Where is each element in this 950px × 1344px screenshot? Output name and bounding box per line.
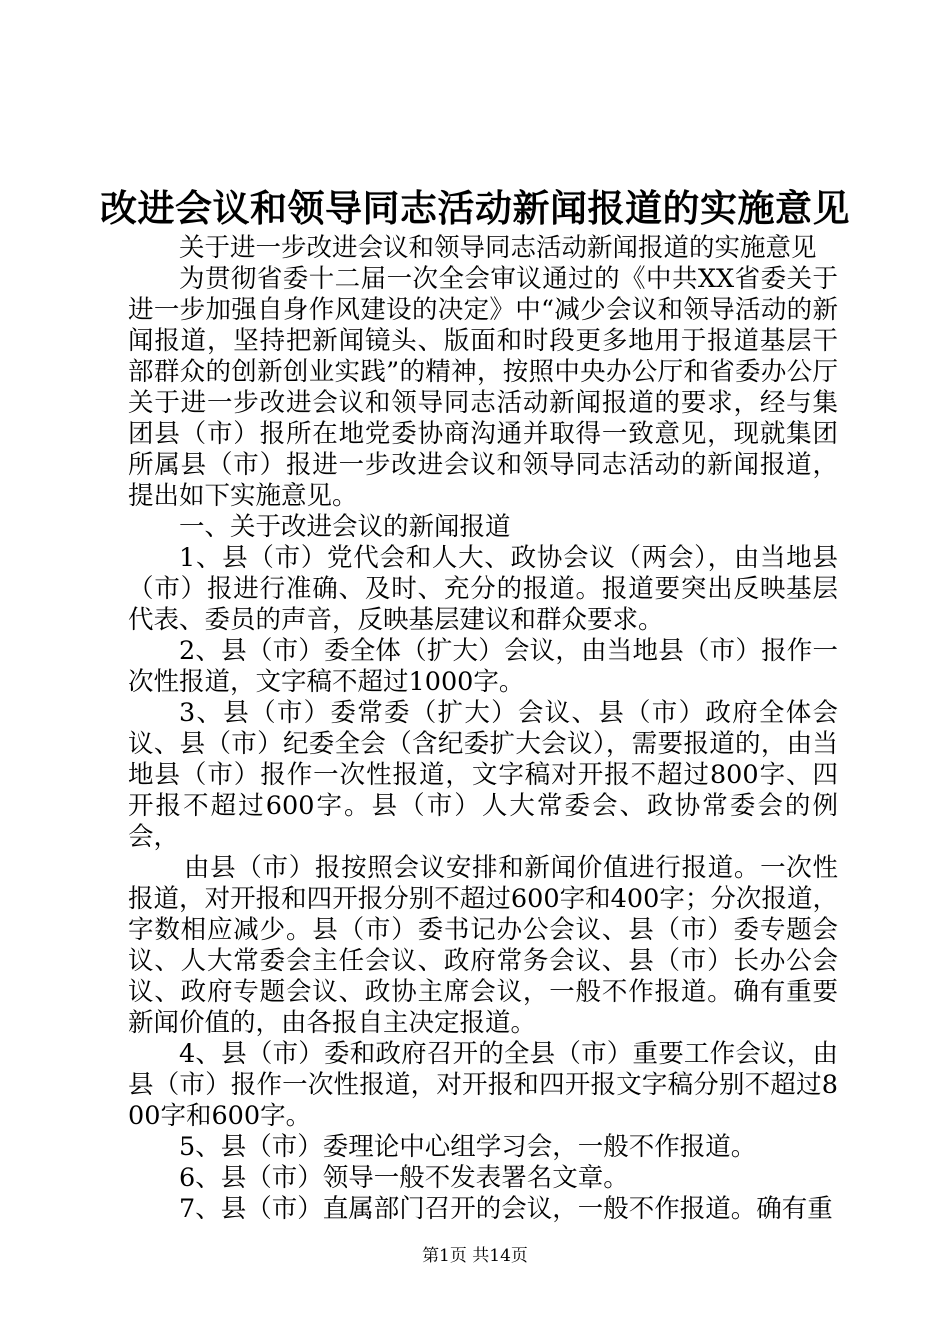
item-5-paragraph: 5、县（市）委理论中心组学习会，一般不作报道。 — [179, 1132, 757, 1162]
item-4-paragraph: 4、县（市）委和政府召开的全县（市）重要工作会议，由县（市）报作一次性报道，对开报和四开报文字稿分别不超过800字和600字。 — [128, 1039, 838, 1131]
document-body — [128, 233, 838, 1225]
subtitle-paragraph: 关于进一步改进会议和领导同志活动新闻报道的实施意见 — [179, 233, 817, 263]
item-7-paragraph: 7、县（市）直属部门召开的会议，一般不作报道。确有重 — [179, 1194, 833, 1224]
item-2-paragraph: 2、县（市）委全体（扩大）会议，由当地县（市）报作一次性报道，文字稿不超过1000字。 — [128, 636, 838, 697]
item-1-paragraph: 1、县（市）党代会和人大、政协会议（两会），由当地县（市）报进行准确、及时、充分的报道。报道要突出反映基层代表、委员的声音，反映基层建议和群众要求。 — [128, 543, 838, 635]
item-3-paragraph: 3、县（市）委常委（扩大）会议、县（市）政府全体会议、县（市）纪委全会（含纪委扩大会议），需要报道的，由当地县（市）报作一次性报道，文字稿对开报不超过800字、四开报不超过600字。县（市）人大常委会、政协常委会的例会， — [128, 698, 838, 852]
section-heading: 一、关于改进会议的新闻报道 — [179, 512, 511, 542]
item-6-paragraph: 6、县（市）领导一般不发表署名文章。 — [179, 1163, 629, 1193]
page-number-footer: 第1页 共14页 — [422, 1246, 528, 1266]
intro-paragraph: 为贯彻省委十二届一次全会审议通过的《中共XX省委关于进一步加强自身作风建设的决定》中“减少会议和领导活动的新闻报道，坚持把新闻镜头、版面和时段更多地用于报道基层干部群众的创新创业实践”的精神，按照中央办公厅和省委办公厅关于进一步改进会议和领导同志活动新闻报道的要求，经与集团县（市）报所在地党委协商沟通并取得一致意见，现就集团所属县（市）报进一步改进会议和领导同志活动的新闻报道，提出如下实施意见。 — [128, 264, 838, 511]
item-3-continuation-paragraph: 由县（市）报按照会议安排和新闻价值进行报道。一次性报道，对开报和四开报分别不超过600字和400字；分次报道，字数相应减少。县（市）委书记办公会议、县（市）委专题会议、人大常委会主任会议、政府常务会议、县（市）长办公会议、政府专题会议、政协主席会议，一般不作报道。确有重要新闻价值的，由各报自主决定报道。 — [128, 853, 838, 1038]
document-title: 改进会议和领导同志活动新闻报道的实施意见 — [100, 186, 850, 230]
